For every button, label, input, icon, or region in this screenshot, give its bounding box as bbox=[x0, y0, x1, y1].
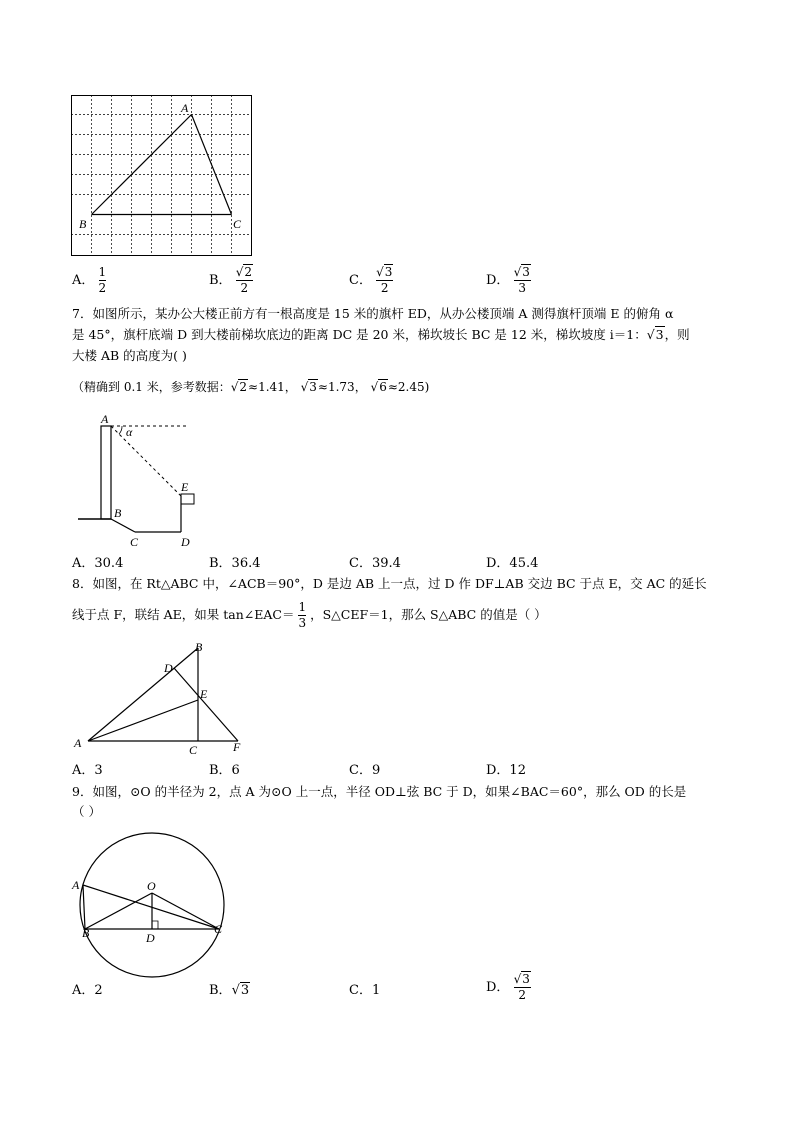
fraction: $\frac{√2}{2}$ bbox=[235, 265, 252, 295]
q7-line1: 7．如图所示，某办公大楼正前方有一根高度是 15 米的旗杆 ED，从办公楼顶端 A 测得旗杆顶端 E 的俯角 α bbox=[72, 306, 674, 321]
q9-circle-figure bbox=[70, 825, 240, 990]
flag bbox=[181, 494, 194, 504]
q7-line3: 大楼 AB 的高度为( ) bbox=[72, 348, 187, 363]
q7-option-a[interactable]: A．30.4 bbox=[72, 556, 124, 571]
label-e: E bbox=[200, 687, 208, 701]
segment-ab bbox=[92, 115, 192, 215]
q7-line2: 是 45°，旗杆底端 D 到大楼前梯坎底边的距离 DC 是 20 米，梯坎坡长 BC 是 12 米，梯坎坡度 i＝1：√3，则 bbox=[72, 327, 690, 342]
q8-option-b[interactable]: B．6 bbox=[209, 763, 240, 778]
label-b: B bbox=[114, 506, 122, 520]
q7-building-figure bbox=[70, 410, 210, 550]
grid-border bbox=[72, 96, 252, 256]
right-angle-mark bbox=[152, 921, 158, 929]
q8-option-d[interactable]: D．12 bbox=[486, 763, 526, 778]
label-a: A bbox=[74, 736, 82, 750]
label-o: O bbox=[147, 879, 156, 893]
label-d: D bbox=[164, 661, 173, 675]
label-c: C bbox=[189, 743, 198, 757]
label-c: C bbox=[130, 535, 139, 549]
q9-option-c[interactable]: C．1 bbox=[349, 983, 381, 998]
q8-option-c[interactable]: C．9 bbox=[349, 763, 381, 778]
q9-option-b[interactable]: B．√3 bbox=[209, 983, 250, 998]
fraction: $\frac{√3}{2}$ bbox=[513, 972, 530, 1002]
label-d: D bbox=[181, 535, 190, 549]
label-a: A bbox=[101, 412, 109, 426]
q9-line2: （ ） bbox=[72, 804, 101, 819]
line-ob bbox=[85, 893, 152, 929]
line-df bbox=[174, 668, 238, 741]
fraction: $\frac{√3}{2}$ bbox=[376, 265, 393, 295]
q9-line1: 9．如图，⊙O 的半径为 2，点 A 为⊙O 上一点，半径 OD⊥弦 BC 于 D，如果∠BAC＝60°，那么 OD 的长是 bbox=[72, 784, 687, 799]
line-ab bbox=[88, 648, 198, 741]
building bbox=[101, 426, 111, 519]
angle-arc bbox=[119, 426, 122, 434]
label-b: B bbox=[82, 926, 90, 940]
q6-option-a[interactable]: A． $\frac{1}{2}$ bbox=[72, 265, 107, 295]
q7-option-b[interactable]: B．36.4 bbox=[209, 556, 261, 571]
fraction: $\frac{1}{2}$ bbox=[98, 265, 107, 295]
line-ab bbox=[83, 885, 85, 929]
q6-option-d[interactable]: D． $\frac{√3}{3}$ bbox=[486, 265, 530, 295]
label-c: C bbox=[214, 922, 223, 936]
label-a: A bbox=[72, 878, 80, 892]
q8-line1: 8．如图，在 Rt△ABC 中，∠ACB＝90°，D 是边 AB 上一点，过 D 作 DF⊥AB 交边 BC 于点 E，交 AC 的延长 bbox=[72, 576, 707, 591]
q9-option-a[interactable]: A．2 bbox=[72, 983, 103, 998]
label-b: B bbox=[79, 217, 87, 231]
label-alpha: α bbox=[126, 425, 133, 439]
slope-bc bbox=[111, 519, 135, 532]
grid-lines bbox=[71, 95, 251, 255]
line-ae bbox=[88, 700, 198, 741]
label-f: F bbox=[233, 740, 241, 754]
q6-grid-figure bbox=[70, 94, 255, 259]
fraction: $\frac{√3}{3}$ bbox=[513, 265, 530, 295]
q6-option-b[interactable]: B． $\frac{√2}{2}$ bbox=[209, 265, 252, 295]
q6-option-c[interactable]: C． $\frac{√3}{2}$ bbox=[349, 265, 393, 295]
label-a: A bbox=[181, 101, 189, 115]
fraction: $\frac{1}{3}$ bbox=[298, 600, 307, 630]
label-e: E bbox=[181, 480, 189, 494]
q7-option-d[interactable]: D．45.4 bbox=[486, 556, 539, 571]
q8-line2: 线于点 F，联结 AE，如果 tan∠EAC＝ $\frac{1}{3}$ ，S△CEF＝1，那么 S△ABC 的值是（ ） bbox=[72, 600, 547, 630]
q9-option-d[interactable]: D． $\frac{√3}{2}$ bbox=[486, 972, 530, 1002]
q8-option-a[interactable]: A．3 bbox=[72, 763, 103, 778]
q8-triangle-figure bbox=[70, 636, 255, 761]
q7-option-c[interactable]: C．39.4 bbox=[349, 556, 401, 571]
label-b: B bbox=[195, 640, 203, 654]
sight-line bbox=[111, 426, 181, 496]
label-d: D bbox=[146, 931, 155, 945]
label-c: C bbox=[233, 217, 242, 231]
q7-note: （精确到 0.1 米，参考数据：√2≈1.41， √3≈1.73， √6≈2.45) bbox=[72, 380, 430, 394]
